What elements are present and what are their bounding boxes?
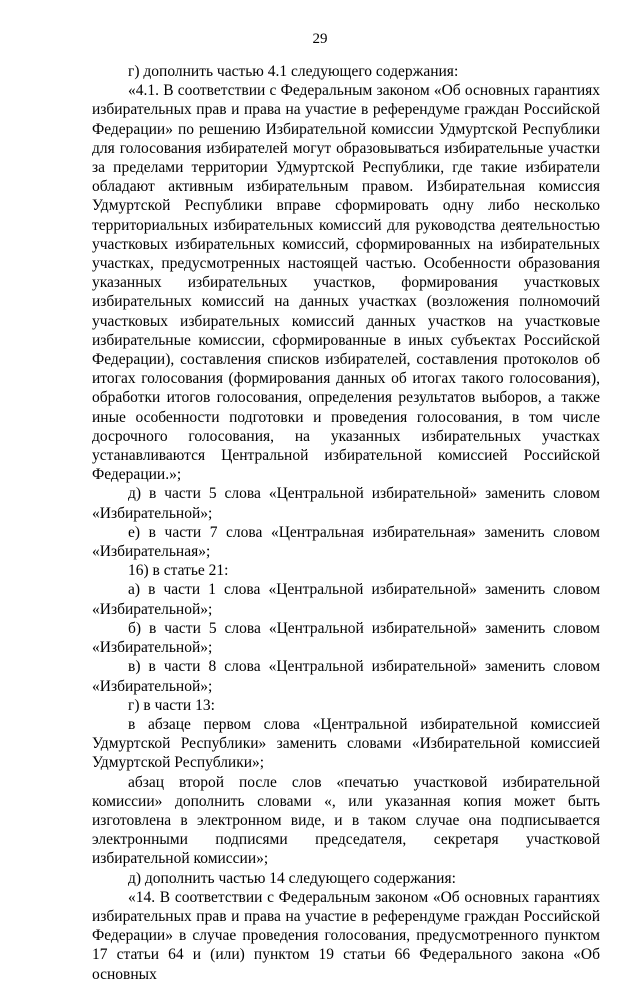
paragraph-abzac-second: абзац второй после слов «печатью участковой избирательной комиссии» дополнить словами «, или указанная копия может быть изготовлена в электронном виде, и в таком случае она подписывается электронными подписями председателя, секретаря участковой избирательной комиссии»; — [92, 773, 600, 868]
paragraph-abzac-first: в абзаце первом слова «Центральной избирательной комиссией Удмуртской Республики» заменить словами «Избирательной комиссией Удмуртской Республики»; — [92, 715, 600, 772]
paragraph-part-14-text: «14. В соответствии с Федеральным законом «Об основных гарантиях избирательных прав и права на участие в референдуме граждан Российской Федерации» в случае проведения голосования, предусмотренного пунктом 17 статьи 64 и (или) пунктом 19 статьи 66 Федерального закона «Об основных — [92, 888, 600, 983]
paragraph-amend-e-part-7: е) в части 7 слова «Центральная избирательная» заменить словом «Избирательная»; — [92, 523, 600, 561]
paragraph-amend-g-part-13: г) в части 13: — [128, 696, 215, 714]
paragraph-amend-a-part-1: а) в части 1 слова «Центральной избирательной» заменить словом «Избирательной»; — [92, 581, 600, 618]
page-number: 29 — [312, 31, 328, 47]
paragraph-part-4-1-text: «4.1. В соответствии с Федеральным законом «Об основных гарантиях избирательных прав и права на участие в референдуме граждан Российской Федерации» по решению Избирательной комиссии Удмуртской Республики для голосования избирателей могут образовываться избирательные участки за пределами территории Удмуртской Республики, где такие избиратели обладают активным избирательным правом. Избирательная комиссия Удмуртской Республики вправе сформировать одну либо несколько территориальных избирательных комиссий для руководства деятельностью участковых избирательных комиссий, сформированных на избирательных участках, предусмотренных настоящей частью. Особенности образования указанных избирательных участков, формирования участковых избирательных комиссий на данных участках (возложения полномочий участковых избирательных комиссий данных участков на участковые избирательные комиссии, сформированные в иных субъектах Российской Федерации), составления списков избирателей, составления протоколов об итогах голосования (формирования данных об итогах такого голосования), обработки итогов голосования, определения результатов выборов, а также иные особенности подготовки и проведения голосования, в том числе досрочного голосования, на указанных избирательных участках устанавливаются Центральной избирательной комиссией Российской Федерации.»; — [92, 82, 600, 484]
paragraph-item-16-article-21: 16) в статье 21: — [128, 562, 229, 580]
paragraph-amend-d-part-14: д) дополнить частью 14 следующего содержания: — [128, 869, 456, 887]
document-body — [92, 62, 600, 984]
paragraph-amend-b-part-5: б) в части 5 слова «Центральной избирательной» заменить словом «Избирательной»; — [92, 619, 600, 657]
paragraph-amend-g-part-4-1: г) дополнить частью 4.1 следующего содержания: — [128, 63, 459, 80]
paragraph-amend-d-part-5: д) в части 5 слова «Центральной избирательной» заменить словом «Избирательной»; — [92, 485, 600, 522]
paragraph-amend-v-part-8: в) в части 8 слова «Центральной избирательной» заменить словом «Избирательной»; — [92, 658, 600, 695]
